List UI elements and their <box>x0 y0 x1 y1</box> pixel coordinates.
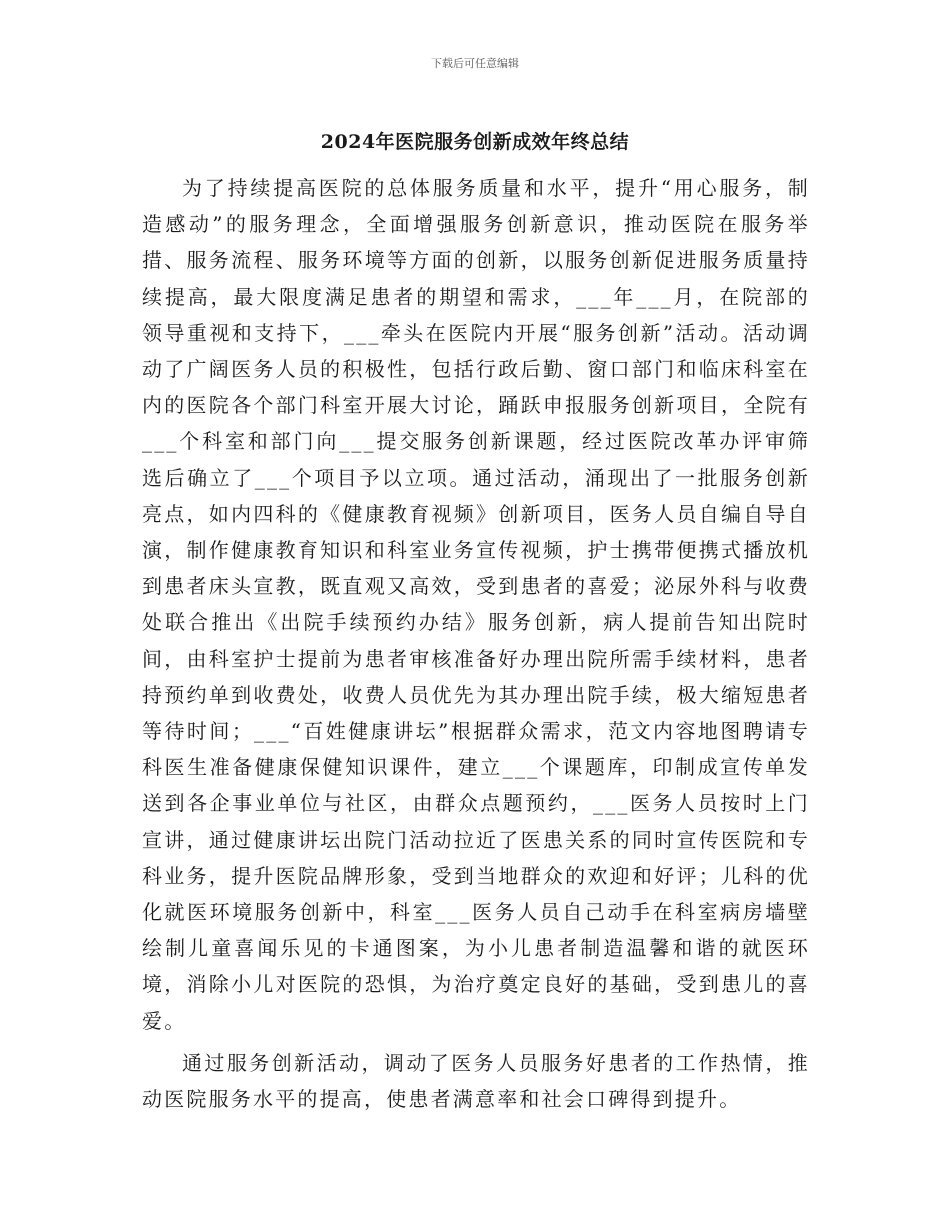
body-paragraph-2: 通过服务创新活动，调动了医务人员服务好患者的工作热情，推动医院服务水平的提高，使患者满意率和社会口碑得到提升。 <box>142 1050 810 1112</box>
body-paragraph-1: 为了持续提高医院的总体服务质量和水平，提升“用心服务，制造感动”的服务理念，全面增强服务创新意识，推动医院在服务举措、服务流程、服务环境等方面的创新，以服务创新促进服务质量持续提高，最大限度满足患者的期望和需求，___年___月，在院部的领导重视和支持下，___牵头在医院内开展“服务创新”活动。活动调动了广阔医务人员的积极性，包括行政后勤、窗口部门和临床科室在内的医院各个部门科室开展大讨论，踊跃申报服务创新项目，全院有___个科室和部门向___提交服务创新课题，经过医院改革办评审筛选后确立了___个项目予以立项。通过活动，涌现出了一批服务创新亮点，如内四科的《健康教育视频》创新项目，医务人员自编自导自演，制作健康教育知识和科室业务宣传视频，护士携带便携式播放机到患者床头宣教，既直观又高效，受到患者的喜爱；泌尿外科与收费处联合推出《出院手续预约办结》服务创新，病人提前告知出院时间，由科室护士提前为患者审核准备好办理出院所需手续材料，患者持预约单到收费处，收费人员优先为其办理出院手续，极大缩短患者等待时间；___“百姓健康讲坛”根据群众需求，范文内容地图聘请专科医生准备健康保健知识课件，建立___个课题库，印制成宣传单发送到各企事业单位与社区，由群众点题预约，___医务人员按时上门宣讲，通过健康讲坛出院门活动拉近了医患关系的同时宣传医院和专科业务，提升医院品牌形象，受到当地群众的欢迎和好评；儿科的优化就医环境服务创新中，科室___医务人员自己动手在科室病房墙壁绘制儿童喜闻乐见的卡通图案，为小儿患者制造温馨和谐的就医环境，消除小儿对医院的恐惧，为治疗奠定良好的基础，受到患儿的喜爱。 <box>142 176 810 1033</box>
document-body <box>142 170 810 1117</box>
header-note: 下载后可任意编辑 <box>431 57 519 70</box>
document-title: 2024年医院服务创新成效年终总结 <box>320 131 630 153</box>
